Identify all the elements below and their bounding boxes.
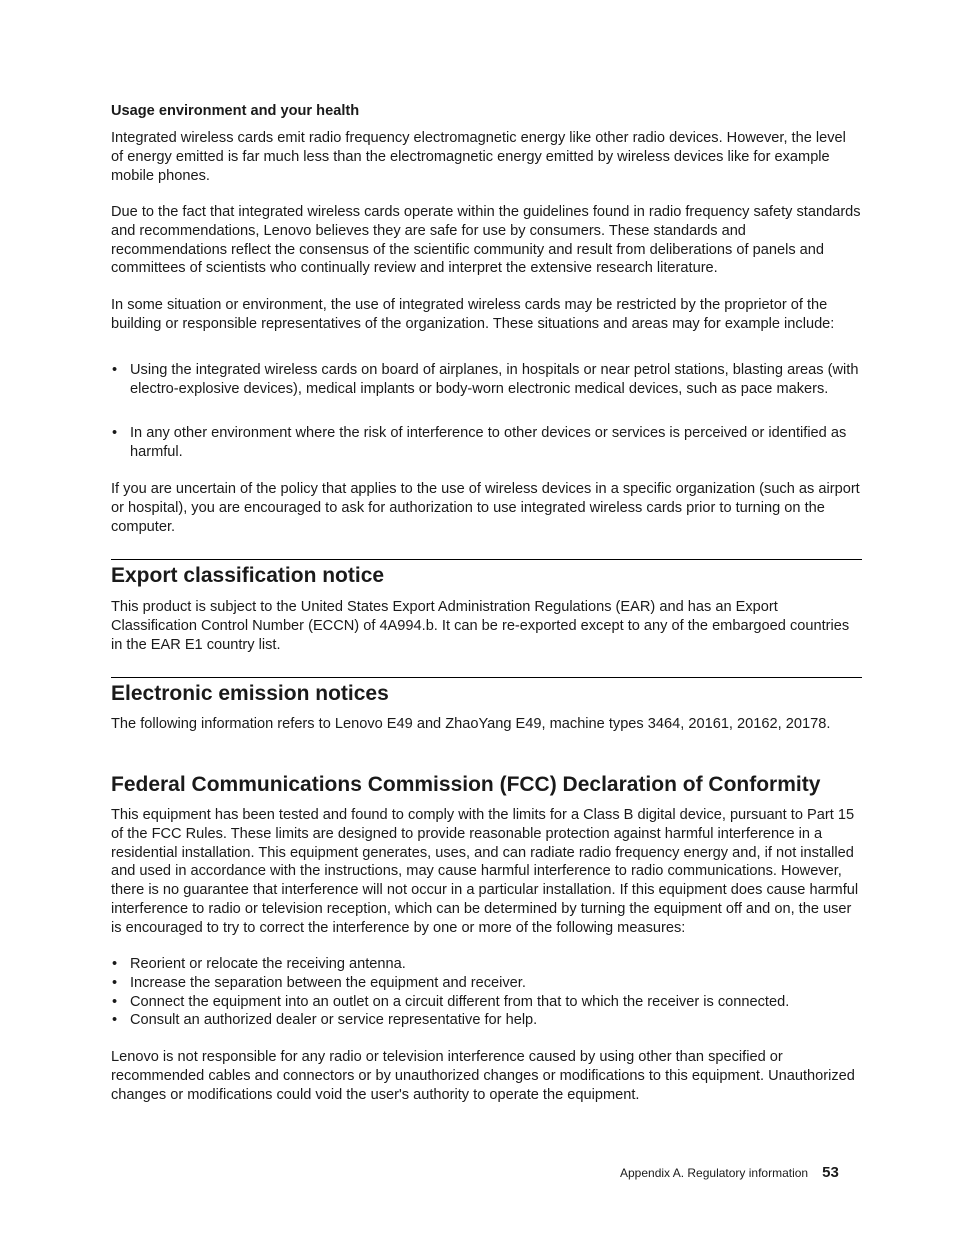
bullet-icon: •	[112, 362, 118, 378]
usage-paragraph-1: Integrated wireless cards emit radio frequency electromagnetic energy like other radio devices. However, the level of energy emitted is far much less than the electromagnetic energy emitted by wireless devices like for example mobile phones.	[111, 130, 846, 184]
list-item: • Using the integrated wireless cards on board of airplanes, in hospitals or near petrol stations, blasting areas (with electro-explosive devices), medical implants or body-worn electronic medical devices, such as pace makers.	[112, 362, 859, 397]
fcc-bullet-list	[111, 955, 862, 1030]
section-divider	[111, 559, 862, 560]
usage-heading: Usage environment and your health	[111, 103, 360, 119]
footer-section-title: Appendix A. Regulatory information	[620, 1166, 809, 1180]
bullet-icon: •	[112, 1012, 118, 1029]
usage-section	[111, 102, 862, 120]
usage-paragraph-4: If you are uncertain of the policy that applies to the use of wireless devices in a specific organization (such as airport or hospital), you are encouraged to ask for authorization to use integrated wireless cards prior to turning on the computer.	[111, 481, 860, 535]
fcc-paragraph-1: This equipment has been tested and found to comply with the limits for a Class B digital device, pursuant to Part 15 of the FCC Rules. These limits are designed to provide reasonable protection against harmful interference in a residential installation. This equipment generates, uses, and can radiate radio frequency energy and, if not installed and used in accordance with the instructions, may cause harmful interference to radio communications. However, there is no guarantee that interference will not occur in a particular installation. If this equipment does cause harmful interference to radio or television reception, which can be determined by turning the equipment off and on, the user is encouraged to try to correct the interference by one or more of the following measures:	[111, 807, 859, 936]
section-divider	[111, 677, 862, 678]
bullet-icon: •	[112, 993, 118, 1010]
list-item: • In any other environment where the risk of interference to other devices or services is perceived or identified as harmful.	[112, 425, 847, 460]
list-item: • Consult an authorized dealer or service representative for help.	[112, 1012, 538, 1029]
page-footer	[620, 1164, 839, 1182]
usage-paragraph-3: In some situation or environment, the use of integrated wireless cards may be restricted by the proprietor of the building or responsible representatives of the organization. These situations and areas may for example include:	[111, 297, 835, 332]
export-heading: Export classification notice	[111, 564, 385, 587]
fcc-heading: Federal Communications Commission (FCC) Declaration of Conformity	[111, 773, 821, 796]
page-number: 53	[822, 1164, 839, 1181]
bullet-icon: •	[112, 974, 118, 991]
export-paragraph: This product is subject to the United States Export Administration Regulations (EAR) and has an Export Classification Control Number (ECCN) of 4A994.b. It can be re-exported except to any of the embargoed countries in the EAR E1 country list.	[111, 599, 850, 653]
emission-heading: Electronic emission notices	[111, 682, 389, 705]
list-item: • Reorient or relocate the receiving antenna.	[112, 956, 406, 972]
usage-bullet-list-2	[111, 424, 862, 462]
list-item: • Connect the equipment into an outlet on a circuit different from that to which the receiver is connected.	[112, 993, 790, 1010]
emission-paragraph: The following information refers to Lenovo E49 and ZhaoYang E49, machine types 3464, 20161, 20162, 20178.	[111, 716, 831, 732]
list-item: • Increase the separation between the equipment and receiver.	[112, 974, 526, 991]
bullet-icon: •	[112, 425, 118, 441]
usage-paragraph-2: Due to the fact that integrated wireless cards operate within the guidelines found in radio frequency safety standards and recommendations, Lenovo believes they are safe for use by consumers. These standards and recommendations reflect the consensus of the scientific community and result from deliberations of panels and committees of scientists who continually review and interpret the extensive research literature.	[111, 204, 861, 277]
bullet-icon: •	[112, 956, 118, 972]
usage-bullet-list	[111, 361, 862, 399]
fcc-paragraph-2: Lenovo is not responsible for any radio or television interference caused by using other than specified or recommended cables and connectors or by unauthorized changes or modifications to this equipment. Unauthorized changes or modifications could void the user's authority to operate the equipment.	[111, 1049, 855, 1103]
